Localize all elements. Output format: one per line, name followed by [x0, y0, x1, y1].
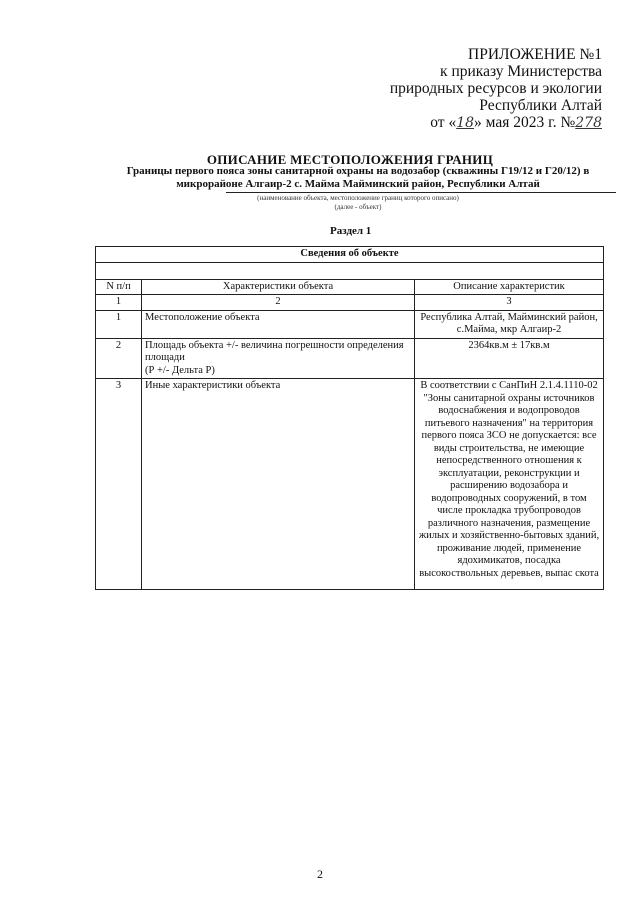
table-header: Сведения об объекте: [96, 247, 604, 263]
object-info-table: [95, 246, 604, 590]
column-number-2: 2: [142, 295, 415, 311]
subtitle-line-1: Границы первого пояса зоны санитарной охраны на водозабор (скважины Г19/12 и Г20/12) в: [126, 165, 590, 177]
row-characteristic: Иные характеристики объекта: [142, 379, 415, 590]
row-number: 2: [96, 338, 142, 379]
row-description: 2364кв.м ± 17кв.м: [415, 338, 604, 379]
column-header-number: N п/п: [96, 279, 142, 295]
subtitle-underline: [226, 192, 616, 193]
handwritten-order-number: 278: [575, 115, 602, 131]
row-characteristic-extra: (Р +/- Дельта Р): [145, 364, 215, 376]
document-subtitle: [108, 165, 608, 191]
subtitle-line-2: микрорайоне Алгаир-2 с. Майма Майминский район, Республики Алтай: [176, 178, 540, 190]
appendix-order-line: к приказу Министерства: [440, 63, 602, 80]
appendix-ministry-line: природных ресурсов и экологии: [389, 80, 602, 97]
appendix-title: ПРИЛОЖЕНИЕ №1: [468, 46, 602, 63]
row-description: Республика Алтай, Майминский район, с.Майма, мкр Алгаир-2: [415, 310, 604, 338]
page-number: 2: [317, 867, 323, 881]
appendix-republic-line: Республики Алтай: [479, 97, 602, 114]
table-row: [96, 379, 604, 590]
row-number: 1: [96, 310, 142, 338]
row-characteristic: [142, 338, 415, 379]
document-title: ОПИСАНИЕ МЕСТОПОЛОЖЕНИЯ ГРАНИЦ: [206, 152, 494, 167]
table-header-row: [96, 247, 604, 263]
column-number-3: 3: [415, 295, 604, 311]
row-description: В соответствии с СанПиН 2.1.4.1110-02 "Зоны санитарной охраны источников водоснабжения и водопроводов питьевого назначения" на территория первого пояса ЗСО не допускается: все виды строительства, не имеющие непосредственного отношения к эксплуатации, реконструкции и расширению водозабора и водопроводных сооружений, в том числе прокладка трубопроводов различного назначения, размещение жилых и хозяйственно-бытовых зданий, проживание людей, применение ядохимикатов, посадка высокоствольных деревьев, выпас скота: [415, 379, 604, 590]
table-columns-row: [96, 279, 604, 295]
table-numbering-row: [96, 295, 604, 311]
caption-object-note: (далее - объект): [334, 203, 382, 211]
row-characteristic-text: Площадь объекта +/- величина погрешности определения площади: [145, 339, 404, 363]
appendix-date-line: [390, 114, 602, 132]
date-prefix: от «: [430, 114, 457, 131]
row-number: 3: [96, 379, 142, 590]
table-spacer-row: [96, 262, 604, 279]
table-row: [96, 338, 604, 379]
column-header-characteristics: Характеристики объекта: [142, 279, 415, 295]
handwritten-day: 18: [456, 115, 475, 131]
appendix-header: [390, 46, 602, 132]
date-middle: » мая 2023 г. №: [474, 114, 576, 131]
column-number-1: 1: [96, 295, 142, 311]
caption-object-name: (наименование объекта, местоположение границ которого описано): [257, 194, 459, 202]
column-header-description: Описание характеристик: [415, 279, 604, 295]
section-label: Раздел 1: [330, 225, 372, 237]
row-characteristic: Местоположение объекта: [142, 310, 415, 338]
table-row: [96, 310, 604, 338]
